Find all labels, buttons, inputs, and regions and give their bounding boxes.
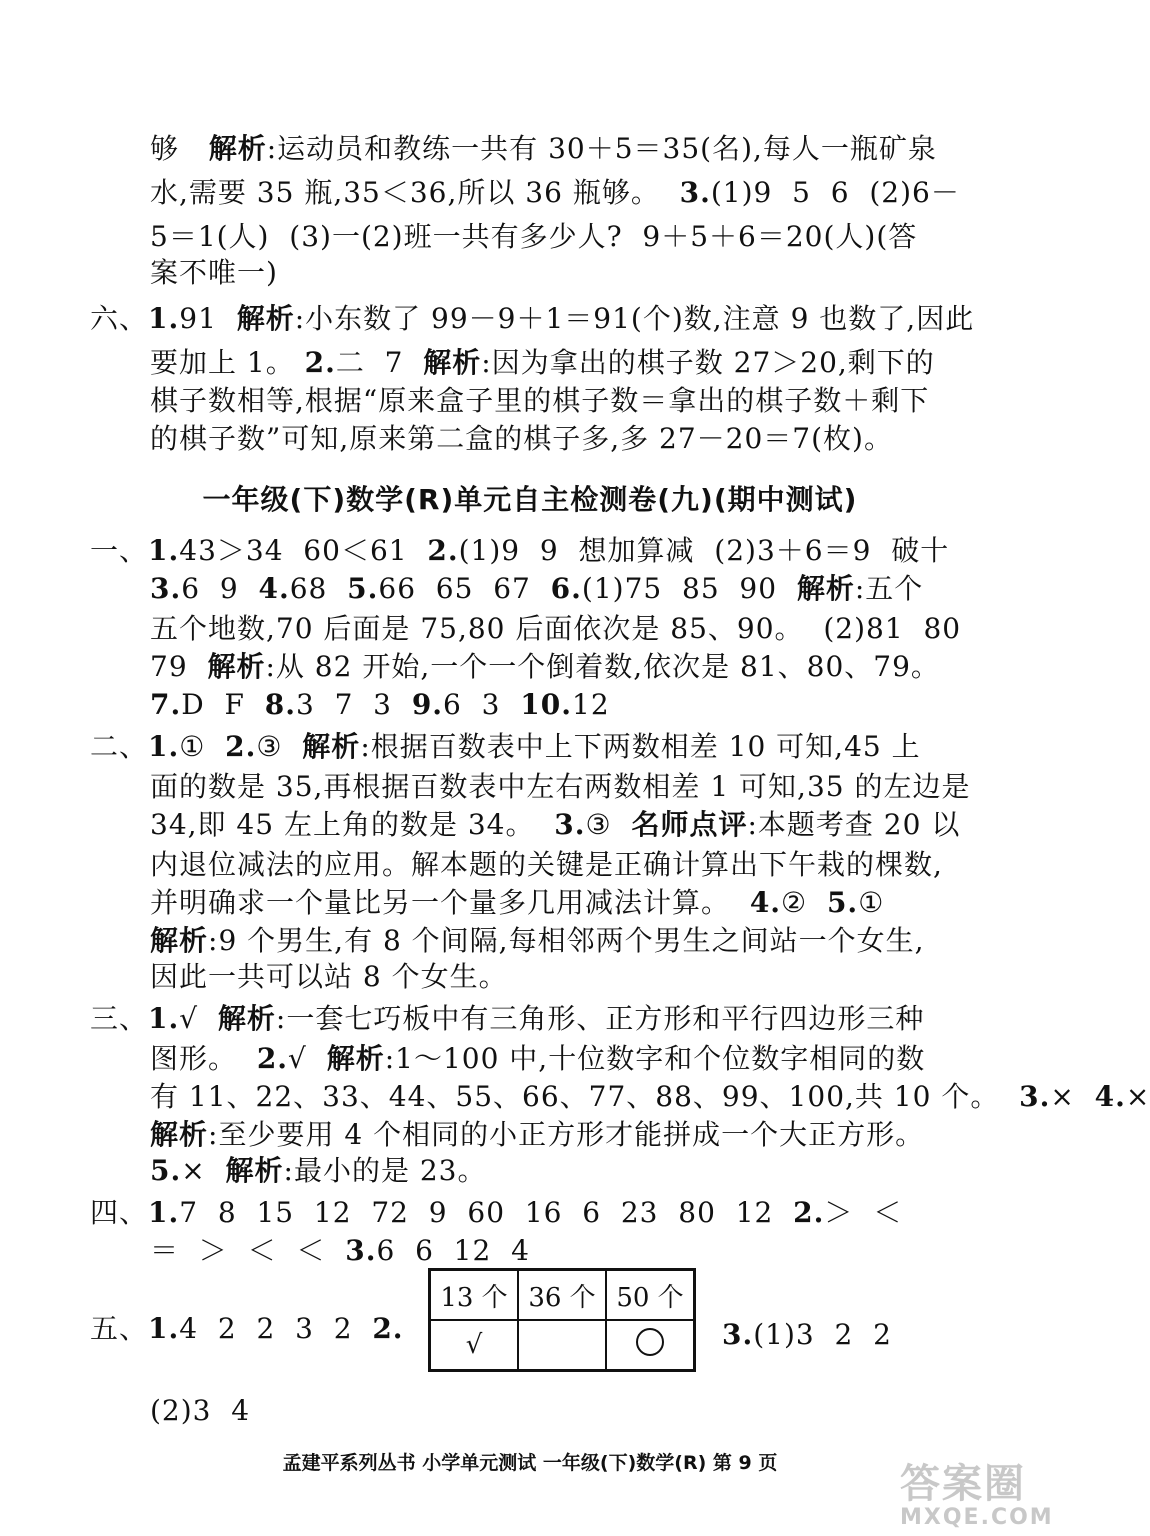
text-line: 3.(1)3 2 2 <box>722 1318 892 1351</box>
text-line: 一、1.43＞34 60＜61 2.(1)9 9 想加算减 (2)3＋6＝9 破十 <box>90 534 950 567</box>
text-line: 34,即 45 左上角的数是 34。 3.③ 名师点评:本题考查 20 以 <box>150 808 961 841</box>
text-line: 因此一共可以站 8 个女生。 <box>150 960 508 993</box>
text-line: 并明确求一个量比另一个量多几用减法计算。 4.② 5.① <box>150 886 885 919</box>
text-line: 棋子数相等,根据“原来盒子里的棋子数＝拿出的棋子数＋剩下 <box>150 384 930 417</box>
check-mark-cell: √ <box>430 1320 519 1371</box>
watermark-logo <box>900 1452 1054 1530</box>
text-line: 解析:9 个男生,有 8 个间隔,每相邻两个男生之间站一个女生, <box>150 924 925 957</box>
table-row <box>430 1270 695 1321</box>
text-line: 的棋子数”可知,原来第二盒的棋子多,多 27－20＝7(枚)。 <box>150 422 893 455</box>
table-header-cell: 50 个 <box>606 1270 695 1321</box>
text-line: 四、1.7 8 15 12 72 9 60 16 6 23 80 12 2.＞ ＜ <box>90 1196 903 1229</box>
text-line: 3.6 9 4.68 5.66 65 67 6.(1)75 85 90 解析:五个 <box>150 572 924 605</box>
text-line: 图形。 2.√ 解析:1～100 中,十位数字和个位数字相同的数 <box>150 1042 926 1075</box>
text-line: 解析:至少要用 4 个相同的小正方形才能拼成一个大正方形。 <box>150 1118 925 1151</box>
text-line: 7.D F 8.3 7 3 9.6 3 10.12 <box>150 688 610 721</box>
watermark-url: MXQE.COM <box>900 1505 1054 1530</box>
text-line: 79 解析:从 82 开始,一个一个倒着数,依次是 81、80、79。 <box>150 650 940 683</box>
text-line: 三、1.√ 解析:一套七巧板中有三角形、正方形和平行四边形三种 <box>90 1002 925 1035</box>
text-line: 五、1.4 2 2 3 2 2. <box>90 1312 404 1345</box>
empty-cell <box>518 1320 606 1371</box>
text-line: 水,需要 35 瓶,35＜36,所以 36 瓶够。 3.(1)9 5 6 (2)6－ <box>150 176 960 209</box>
table-header-cell: 13 个 <box>430 1270 519 1321</box>
text-line: 有 11、22、33、44、55、66、77、88、99、100,共 10 个。 3.× 4.× <box>150 1080 1150 1113</box>
text-line: 内退位减法的应用。解本题的关键是正确计算出下午栽的棵数, <box>150 848 943 881</box>
text-line: 面的数是 35,再根据百数表中左右两数相差 1 可知,35 的左边是 <box>150 770 971 803</box>
section-title: 一年级(下)数学(R)单元自主检测卷(九)(期中测试) <box>202 483 858 516</box>
text-line: 六、1.91 解析:小东数了 99－9＋1＝91(个)数,注意 9 也数了,因此 <box>90 302 975 335</box>
text-line: 五个地数,70 后面是 75,80 后面依次是 85、90。 (2)81 80 <box>150 612 962 645</box>
text-line: 5.× 解析:最小的是 23。 <box>150 1154 487 1187</box>
circle-cell <box>606 1320 695 1371</box>
text-line: 二、1.① 2.③ 解析:根据百数表中上下两数相差 10 可知,45 上 <box>90 730 921 763</box>
page-footer: 孟建平系列丛书 小学单元测试 一年级(下)数学(R) 第 9 页 <box>282 1452 778 1474</box>
answer-table <box>428 1268 696 1372</box>
text-line: 案不唯一) <box>150 256 278 289</box>
text-line: 够 解析:运动员和教练一共有 30＋5＝35(名),每人一瓶矿泉 <box>150 132 937 165</box>
text-line: (2)3 4 <box>150 1394 251 1427</box>
watermark-text: 答案圈 <box>900 1461 1026 1507</box>
table-row <box>430 1320 695 1371</box>
text-line: ＝ ＞ ＜ ＜ 3.6 6 12 4 <box>150 1234 530 1267</box>
table-header-cell: 36 个 <box>518 1270 606 1321</box>
text-line: 5＝1(人) (3)一(2)班一共有多少人? 9＋5＋6＝20(人)(答 <box>150 220 918 253</box>
text-line: 要加上 1。 2.二 7 解析:因为拿出的棋子数 27＞20,剩下的 <box>150 346 935 379</box>
circle-icon <box>636 1328 664 1356</box>
